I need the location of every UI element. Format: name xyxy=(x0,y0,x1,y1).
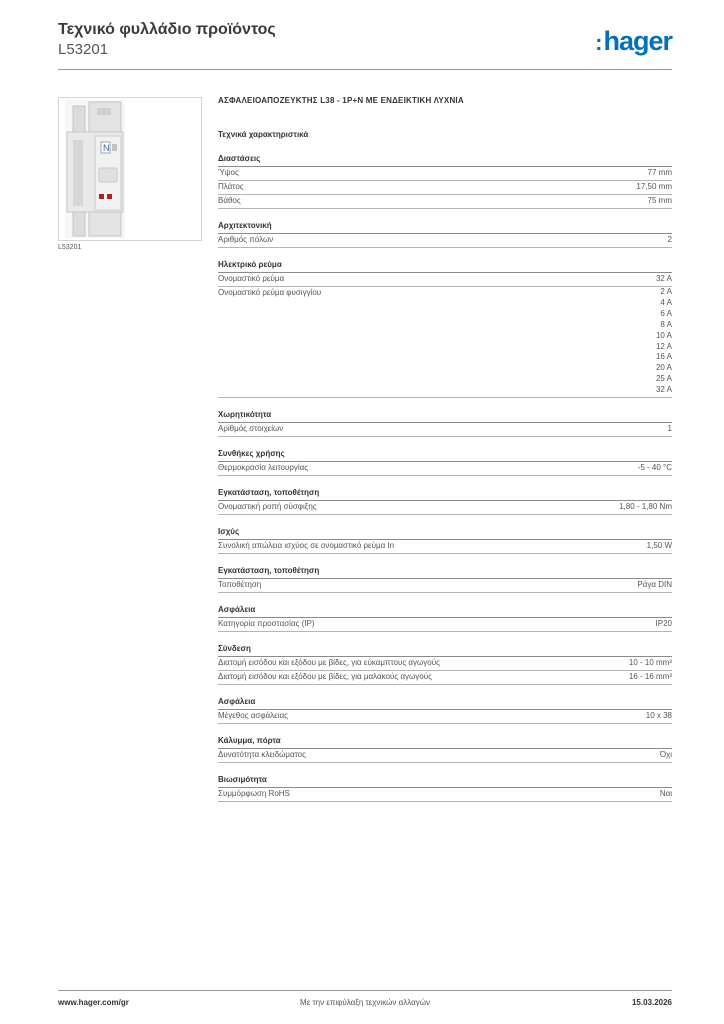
spec-value: 2 xyxy=(667,235,672,244)
section-title: Ασφάλεια xyxy=(218,604,672,618)
spec-label: Θερμοκρασία λειτουργίας xyxy=(218,463,309,473)
product-image-caption: L53201 xyxy=(58,244,82,251)
spec-section xyxy=(218,643,672,685)
spec-label: Αριθμός πόλων xyxy=(218,235,274,244)
spec-row xyxy=(218,749,672,763)
product-image xyxy=(58,97,202,241)
spec-section xyxy=(218,774,672,802)
section-title: Διαστάσεις xyxy=(218,153,672,167)
spec-value: 1,80 - 1,80 Nm xyxy=(619,502,672,512)
spec-section xyxy=(218,735,672,763)
spec-row xyxy=(218,671,672,685)
spec-section xyxy=(218,153,672,209)
spec-row xyxy=(218,501,672,515)
spec-value: 1 xyxy=(667,424,672,434)
logo-text: hager xyxy=(603,26,672,56)
spec-label: Ονομαστική ροπή σύσφιξης xyxy=(218,502,317,512)
fuse-disconnector-icon xyxy=(59,98,201,240)
spec-value: Ράγα DIN xyxy=(637,580,672,590)
spec-value: 75 mm xyxy=(647,196,672,205)
spec-row xyxy=(218,618,672,632)
spec-value: 2 A 4 A 6 A 8 A 10 A 12 A 16 A 20 A 25 A 32 A xyxy=(655,287,672,395)
spec-row xyxy=(218,710,672,724)
section-title: Βιωσιμότητα xyxy=(218,774,672,788)
spec-value: 16 - 16 mm² xyxy=(628,672,672,682)
spec-value: 17,50 mm xyxy=(636,182,672,191)
spec-value: -5 - 40 °C xyxy=(637,463,672,473)
spec-row xyxy=(218,540,672,554)
section-title: Κάλυμμα, πόρτα xyxy=(218,735,672,749)
spec-row xyxy=(218,195,672,209)
spec-row xyxy=(218,273,672,287)
spec-value: Ναι xyxy=(659,789,672,799)
spec-label: Δυνατότητα κλειδώματος xyxy=(218,750,306,760)
spec-row xyxy=(218,462,672,476)
footer-date: 15.03.2026 xyxy=(631,998,672,1007)
spec-label: Ονομαστικό ρεύμα φυσιγγίου xyxy=(218,288,322,297)
section-title: Εγκατάσταση, τοποθέτηση xyxy=(218,487,672,501)
section-title: Ηλεκτρικό ρεύμα xyxy=(218,259,672,273)
spec-row xyxy=(218,167,672,181)
tech-characteristics-heading: Τεχνικά χαρακτηριστικά xyxy=(218,130,309,139)
header-divider xyxy=(58,69,672,70)
footer-divider xyxy=(58,990,672,991)
spec-row xyxy=(218,234,672,248)
svg-text:N: N xyxy=(103,143,110,153)
section-title: Σύνδεση xyxy=(218,643,672,657)
spec-section xyxy=(218,526,672,554)
spec-row xyxy=(218,657,672,671)
hager-logo xyxy=(595,26,672,57)
section-title: Χωρητικότητα xyxy=(218,409,672,423)
spec-label: Αριθμός στοιχείων xyxy=(218,424,284,434)
document-title: Τεχνικό φυλλάδιο προϊόντος xyxy=(58,21,276,38)
spec-label: Ονομαστικό ρεύμα xyxy=(218,274,285,283)
spec-value: 10 x 38 xyxy=(645,711,672,721)
spec-value: IP20 xyxy=(655,619,672,629)
section-title: Συνθήκες χρήσης xyxy=(218,448,672,462)
spec-section xyxy=(218,220,672,248)
spec-section xyxy=(218,565,672,593)
spec-label: Διατομή εισόδου και εξόδου με βίδες, για μαλακούς αγωγούς xyxy=(218,672,432,682)
spec-label: Μέγεθος ασφάλειας xyxy=(218,711,288,721)
spec-row xyxy=(218,181,672,195)
spec-section xyxy=(218,259,672,398)
section-title: Εγκατάσταση, τοποθέτηση xyxy=(218,565,672,579)
spec-value: Όχι xyxy=(659,750,672,760)
spec-row xyxy=(218,579,672,593)
product-name: ΑΣΦΑΛΕΙΟΑΠΟΖΕΥΚΤΗΣ L38 - 1P+N ΜΕ ΕΝΔΕΙΚΤΙΚΗ ΛΥΧΝΙΑ xyxy=(218,96,464,105)
product-code: L53201 xyxy=(58,41,109,58)
spec-value: 10 - 10 mm² xyxy=(628,658,672,668)
spec-label: Συνολική απώλεια ισχύος σε ονομαστικό ρεύμα In xyxy=(218,541,395,551)
spec-label: Βάθος xyxy=(218,196,241,205)
spec-label: Τοποθέτηση xyxy=(218,580,262,590)
spec-sections xyxy=(218,153,672,802)
section-title: Ασφάλεια xyxy=(218,696,672,710)
spec-value: 77 mm xyxy=(647,168,672,177)
spec-row xyxy=(218,788,672,802)
spec-content xyxy=(218,96,672,813)
spec-label: Ύψος xyxy=(218,168,239,177)
section-title: Ισχύς xyxy=(218,526,672,540)
spec-section xyxy=(218,409,672,437)
spec-section xyxy=(218,448,672,476)
spec-label: Συμμόρφωση RoHS xyxy=(218,789,290,799)
document-header xyxy=(58,20,672,70)
spec-row xyxy=(218,423,672,437)
footer-notice: Με την επιφύλαξη τεχνικών αλλαγών xyxy=(300,998,430,1007)
spec-section xyxy=(218,696,672,724)
spec-value: 1,50 W xyxy=(646,541,672,551)
spec-label: Κατηγορία προστασίας (IP) xyxy=(218,619,315,629)
logo-dots-icon: : xyxy=(595,30,603,55)
spec-row xyxy=(218,287,672,398)
spec-section xyxy=(218,604,672,632)
footer-website: www.hager.com/gr xyxy=(58,998,129,1007)
spec-section xyxy=(218,487,672,515)
spec-label: Πλάτος xyxy=(218,182,244,191)
spec-value: 32 A xyxy=(655,274,672,283)
section-title: Αρχιτεκτονική xyxy=(218,220,672,234)
spec-label: Διατομή εισόδου και εξόδου με βίδες, για εύκαμπτους αγωγούς xyxy=(218,658,440,668)
